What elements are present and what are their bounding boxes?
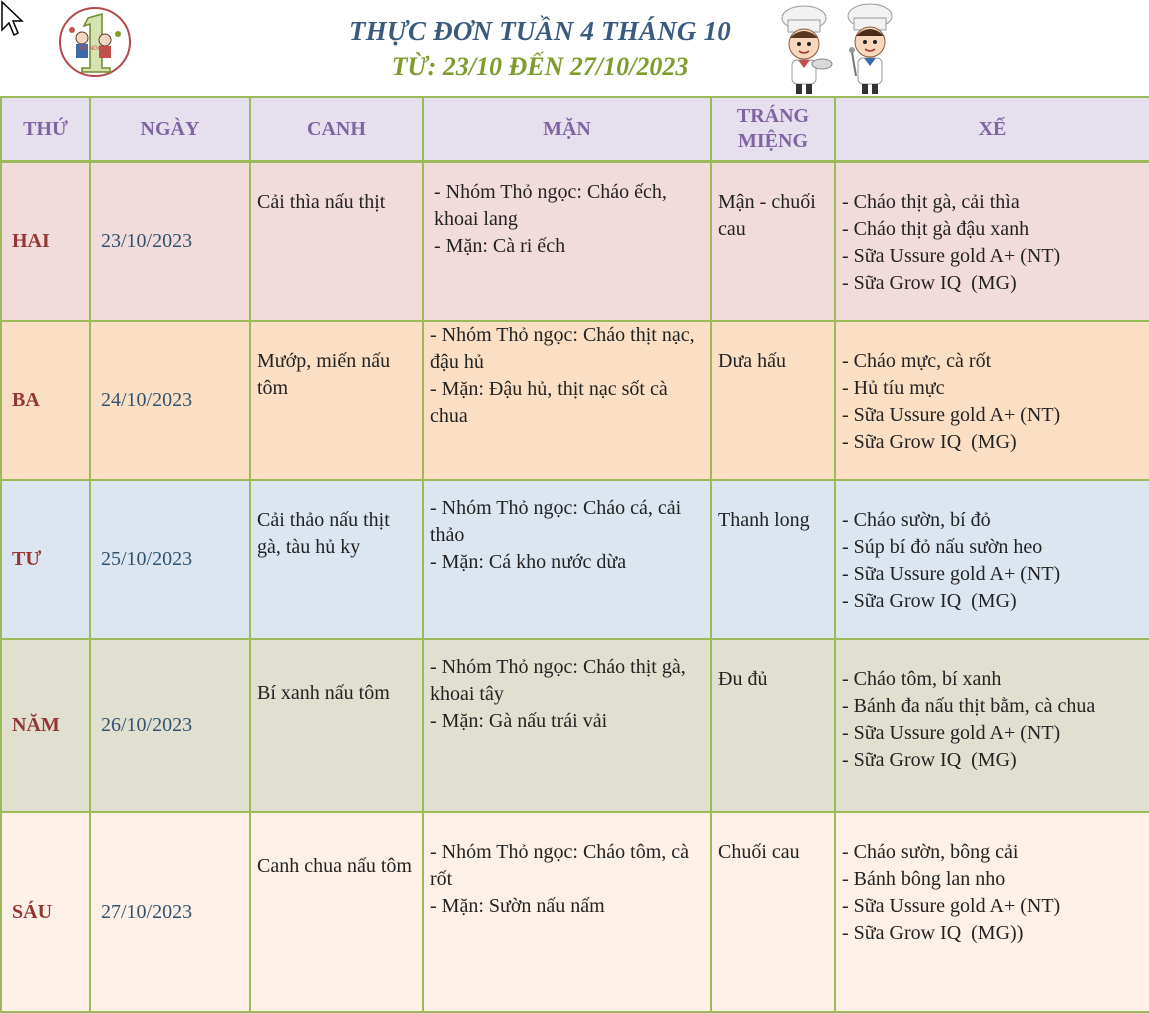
cell-trang-mieng: Mận - chuối cau (711, 162, 835, 322)
logo-text: BÉ NGOAN (79, 46, 111, 52)
xe-line: - Cháo sườn, bí đỏ (842, 509, 991, 531)
cell-thu: HAI (1, 162, 90, 322)
table-row (1, 480, 1149, 639)
xe-line: - Bánh đa nấu thịt bằm, cà chua (842, 695, 1096, 717)
table-row (1, 321, 1149, 480)
cell-canh: Cải thảo nấu thịt gà, tàu hủ ky (250, 480, 423, 639)
xe-line: - Sữa Ussure gold A+ (NT) (842, 563, 1061, 585)
xe-line: - Cháo mực, cà rốt (842, 350, 992, 372)
man-line: - Nhóm Thỏ ngọc: Cháo tôm, cà rốt (430, 841, 695, 890)
cell-ngay: 27/10/2023 (90, 812, 250, 1012)
xe-line: - Sữa Ussure gold A+ (NT) (842, 895, 1061, 917)
cell-ngay: 25/10/2023 (90, 480, 250, 639)
cell-man (423, 162, 711, 322)
man-line: - Mặn: Cà ri ếch (434, 235, 566, 257)
xe-line: - Súp bí đỏ nấu sườn heo (842, 536, 1043, 558)
xe-line: - Sữa Grow IQ (MG) (842, 272, 1017, 294)
xe-line: - Cháo tôm, bí xanh (842, 668, 1002, 690)
xe-line: - Bánh bông lan nho (842, 868, 1006, 890)
cell-trang-mieng: Thanh long (711, 480, 835, 639)
table-header-row (1, 97, 1149, 162)
xe-line: - Sữa Grow IQ (MG) (842, 590, 1017, 612)
header-ngay: NGÀY (90, 97, 250, 162)
man-line: - Nhóm Thỏ ngọc: Cháo thịt nạc, đậu hủ (430, 324, 700, 373)
header-man: MẶN (423, 97, 711, 162)
cell-xe (835, 812, 1149, 1012)
cell-canh: Bí xanh nấu tôm (250, 639, 423, 812)
header-trang-mieng-line2: MIỆNG (738, 130, 808, 152)
header-thu: THỨ (1, 97, 90, 162)
table-row (1, 639, 1149, 812)
cell-xe (835, 321, 1149, 480)
man-line: - Mặn: Gà nấu trái vải (430, 710, 608, 732)
page-subtitle: TỪ: 23/10 ĐẾN 27/10/2023 (391, 52, 689, 81)
cell-thu: NĂM (1, 639, 90, 812)
chefs-illustration (772, 2, 902, 96)
man-line: - Mặn: Đậu hủ, thịt nạc sốt cà chua (430, 378, 673, 427)
cell-xe (835, 162, 1149, 322)
xe-line: - Sữa Grow IQ (MG) (842, 431, 1017, 453)
header-trang-mieng-line1: TRÁNG (736, 105, 810, 127)
cell-canh: Canh chua nấu tôm (250, 812, 423, 1012)
cell-xe (835, 639, 1149, 812)
cell-canh: Cải thìa nấu thịt (250, 162, 423, 322)
xe-line: - Cháo thịt gà, cải thìa (842, 191, 1020, 213)
man-line: - Mặn: Sườn nấu nấm (430, 895, 605, 917)
man-line: - Nhóm Thỏ ngọc: Cháo ếch, khoai lang (434, 181, 672, 230)
cell-xe (835, 480, 1149, 639)
cell-trang-mieng: Chuối cau (711, 812, 835, 1012)
xe-line: - Cháo thịt gà đậu xanh (842, 218, 1030, 240)
cell-thu: TƯ (1, 480, 90, 639)
mouse-cursor-icon (0, 0, 26, 38)
header-xe: XẾ (835, 97, 1149, 162)
table-row (1, 812, 1149, 1012)
xe-line: - Sữa Grow IQ (MG) (842, 749, 1017, 771)
cell-man (423, 812, 711, 1012)
table-row (1, 162, 1149, 322)
school-logo (58, 6, 132, 78)
cell-man (423, 480, 711, 639)
weekly-menu-table (0, 96, 1149, 1013)
header-trang-mieng (711, 97, 835, 162)
xe-line: - Cháo sườn, bông cải (842, 841, 1019, 863)
cell-trang-mieng: Đu đủ (711, 639, 835, 812)
xe-line: - Hủ tíu mực (842, 377, 945, 399)
xe-line: - Sữa Grow IQ (MG)) (842, 922, 1024, 944)
xe-line: - Sữa Ussure gold A+ (NT) (842, 722, 1061, 744)
header-canh: CANH (250, 97, 423, 162)
cell-thu: SÁU (1, 812, 90, 1012)
cell-canh: Mướp, miến nấu tôm (250, 321, 423, 480)
cell-ngay: 24/10/2023 (90, 321, 250, 480)
cell-ngay: 26/10/2023 (90, 639, 250, 812)
man-line: - Nhóm Thỏ ngọc: Cháo thịt gà, khoai tây (430, 656, 691, 705)
man-line: - Mặn: Cá kho nước dừa (430, 551, 627, 573)
man-line: - Nhóm Thỏ ngọc: Cháo cá, cải thảo (430, 497, 687, 546)
cell-man (423, 639, 711, 812)
cell-ngay: 23/10/2023 (90, 162, 250, 322)
xe-line: - Sữa Ussure gold A+ (NT) (842, 245, 1061, 267)
xe-line: - Sữa Ussure gold A+ (NT) (842, 404, 1061, 426)
cell-trang-mieng: Dưa hấu (711, 321, 835, 480)
cell-thu: BA (1, 321, 90, 480)
page-title: THỰC ĐƠN TUẦN 4 THÁNG 10 (349, 16, 731, 46)
cell-man (423, 321, 711, 480)
